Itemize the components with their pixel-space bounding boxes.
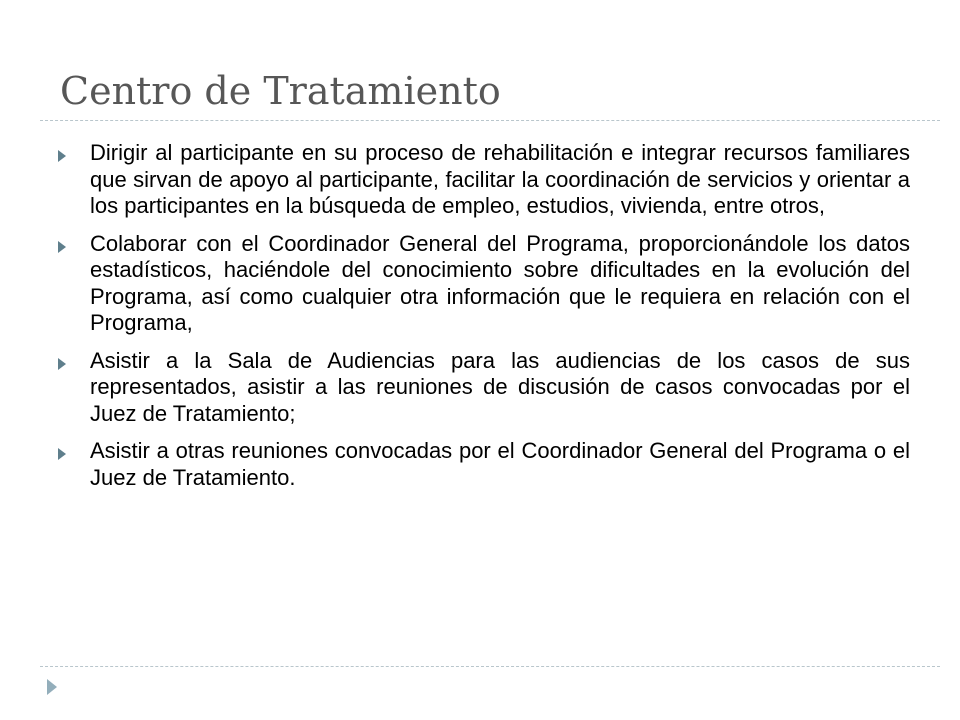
bullet-text: Asistir a la Sala de Audiencias para las audiencias de los casos de sus representados, asistir a las reuniones de discusión de casos convocadas por el Juez de Tratamiento; bbox=[90, 347, 910, 426]
slide-title: Centro de Tratamiento bbox=[60, 69, 501, 113]
list-item bbox=[50, 140, 910, 220]
triangle-bullet-icon bbox=[58, 241, 66, 253]
triangle-bullet-icon bbox=[58, 150, 66, 162]
title-divider bbox=[40, 120, 940, 121]
footer-divider bbox=[40, 666, 940, 667]
list-item bbox=[50, 348, 910, 428]
list-item bbox=[50, 231, 910, 337]
triangle-bullet-icon bbox=[58, 358, 66, 370]
bullet-list bbox=[50, 140, 910, 502]
bullet-text: Asistir a otras reuniones convocadas por el Coordinador General del Programa o el Juez de Tratamiento. bbox=[90, 438, 910, 490]
bullet-text: Dirigir al participante en su proceso de rehabilitación e integrar recursos familiares que sirvan de apoyo al participante, facilitar la coordinación de servicios y orientar a los participantes en la búsqueda de empleo, estudios, vivienda, entre otros, bbox=[90, 140, 910, 218]
triangle-bullet-icon bbox=[58, 448, 66, 460]
corner-triangle-icon bbox=[47, 679, 57, 695]
list-item bbox=[50, 438, 910, 491]
bullet-text: Colaborar con el Coordinador General del Programa, proporcionándole los datos estadísticos, haciéndole del conocimiento sobre dificultades en la evolución del Programa, así como cualquier otra información que le requiera en relación con el Programa, bbox=[90, 230, 910, 335]
